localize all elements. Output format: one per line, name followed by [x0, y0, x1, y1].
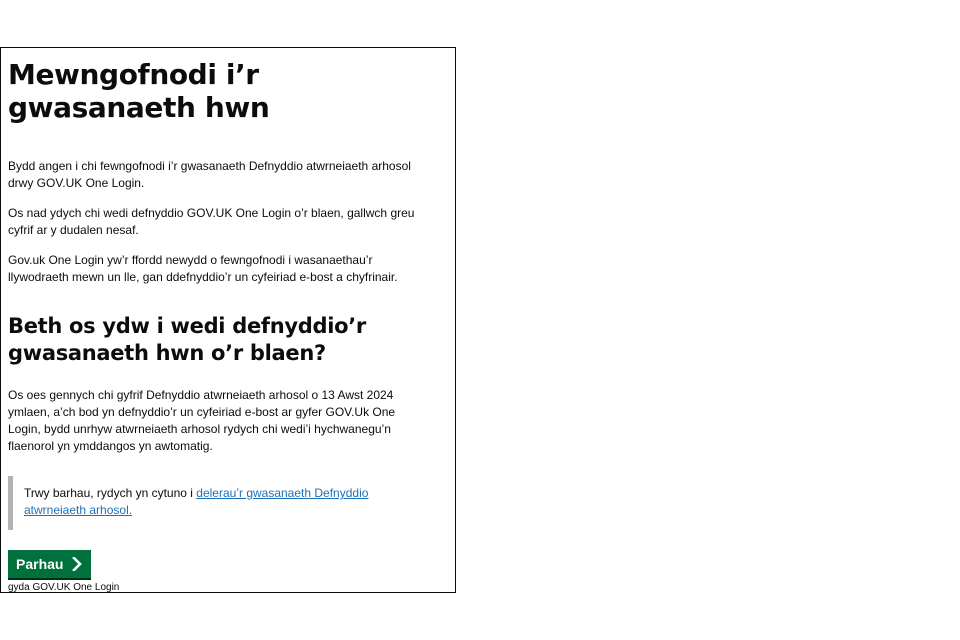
section-heading: Beth os ydw i wedi defnyddio’r gwasanaeth hwn o’r blaen?	[8, 314, 366, 365]
chevron-right-icon	[71, 557, 83, 571]
page-title: Mewngofnodi i’r gwasanaeth hwn	[8, 58, 270, 124]
button-subtext: gyda GOV.UK One Login	[8, 582, 120, 593]
continue-button[interactable]	[8, 550, 91, 578]
terms-link[interactable]: delerau’r gwasanaeth Defnyddio atwrneiaeth arhosol.	[24, 486, 369, 517]
intro-paragraph-1: Bydd angen i chi fewngofnodi i’r gwasanaeth Defnyddio atwrneiaeth arhosol drwy GOV.UK One Login.	[8, 159, 411, 190]
subheading-wrapper	[8, 313, 428, 367]
terms-prefix: Trwy barhau, rydych yn cytuno i	[24, 486, 197, 500]
existing-account-paragraph: Os oes gennych chi gyfrif Defnyddio atwrneiaeth arhosol o 13 Awst 2024 ymlaen, a’ch bod yn defnyddio’r un cyfeiriad e-bost ar gyfer GOV.Uk One Login, bydd unrhyw atwrneiaeth arhosol rydych chi wedi’i hychwanegu’n flaenorol yn ymddangos yn awtomatig.	[8, 388, 396, 453]
main-content	[8, 58, 428, 593]
continue-button-label: Parhau	[16, 556, 64, 572]
page-frame	[0, 47, 456, 593]
intro-paragraph-3: Gov.uk One Login yw’r ffordd newydd o fewngofnodi i wasanaethau’r llywodraeth mewn un lle, gan ddefnyddio’r un cyfeiriad e-bost a chyfrinair.	[8, 253, 398, 284]
intro-paragraph-2: Os nad ydych chi wedi defnyddio GOV.UK One Login o’r blaen, gallwch greu cyfrif ar y dudalen nesaf.	[8, 206, 415, 237]
terms-inset-text	[8, 476, 428, 530]
